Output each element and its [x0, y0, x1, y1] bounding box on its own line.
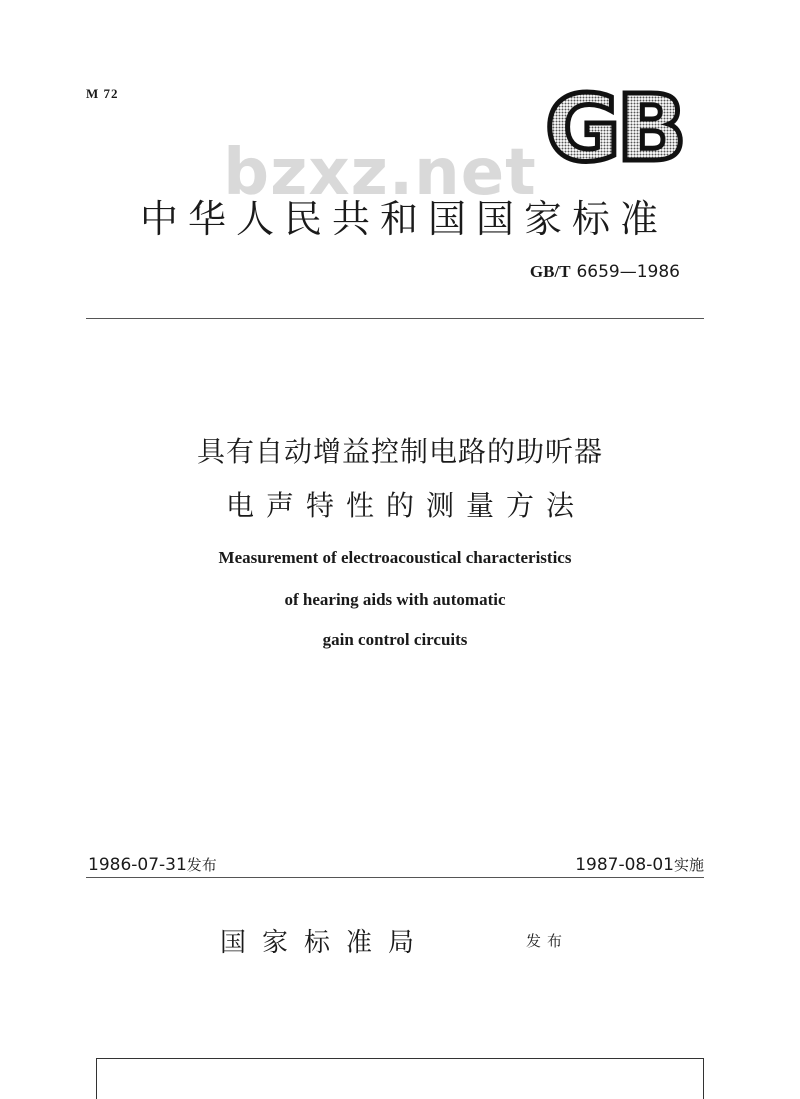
- watermark: bzxz.net: [223, 136, 537, 210]
- country-standard-title: 中华人民共和国国家标准: [139, 197, 668, 241]
- standard-number: [530, 262, 680, 282]
- classification-code: M 72: [86, 86, 119, 101]
- issue-date: [88, 854, 217, 875]
- implement-date-value: 1987-08-01: [575, 855, 674, 875]
- title-zh-line1: 具有自动增益控制电路的助听器: [196, 435, 603, 468]
- standard-prefix: GB/T: [529, 262, 571, 281]
- title-en-line3: gain control circuits: [322, 630, 468, 649]
- issuing-authority: 国家标准局: [220, 928, 431, 958]
- title-en-line2: of hearing aids with automatic: [284, 590, 506, 609]
- header-divider: [86, 318, 704, 319]
- title-en-line1: Measurement of electroacoustical characteristics: [218, 548, 572, 567]
- title-zh-line2: 电声特性的测量方法: [225, 489, 586, 522]
- next-page-frame: [96, 1058, 704, 1099]
- footer-divider: [86, 877, 704, 878]
- standard-code: 6659—1986: [576, 262, 680, 282]
- gb-logo: [534, 84, 694, 168]
- implement-date: [575, 854, 704, 875]
- issue-date-value: 1986-07-31: [88, 855, 187, 875]
- gb-logo-text: GB: [545, 84, 683, 168]
- implement-date-label: 实施: [673, 856, 704, 874]
- issue-date-label: 发布: [186, 856, 217, 874]
- issuing-label: 发布: [526, 932, 569, 950]
